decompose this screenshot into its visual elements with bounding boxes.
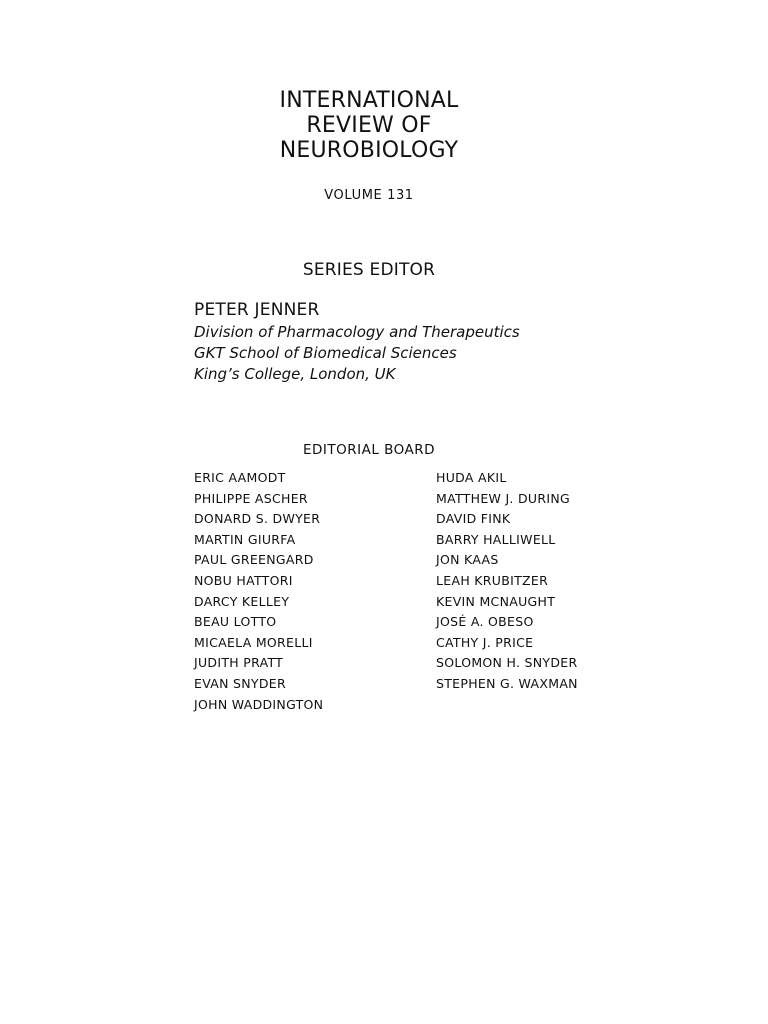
series-editor-heading: SERIES EDITOR bbox=[302, 260, 436, 280]
affiliation-line-3: King’s College, London, UK bbox=[194, 365, 396, 383]
board-member: NOBU HATTORI bbox=[194, 572, 293, 588]
editorial-board-left-column bbox=[194, 468, 454, 715]
board-member: STEPHEN G. WAXMAN bbox=[436, 675, 578, 691]
book-title bbox=[0, 88, 738, 163]
board-member: MARTIN GIURFA bbox=[194, 531, 296, 547]
series-editor-name: PETER JENNER bbox=[194, 300, 320, 320]
board-member: JOHN WADDINGTON bbox=[194, 696, 324, 712]
board-member: BARRY HALLIWELL bbox=[436, 531, 556, 547]
board-member: ERIC AAMODT bbox=[194, 470, 286, 485]
title-line-3: NEUROBIOLOGY bbox=[279, 138, 459, 163]
board-member: CATHY J. PRICE bbox=[436, 634, 534, 650]
board-member: KEVIN MCNAUGHT bbox=[436, 593, 556, 609]
board-member: HUDA AKIL bbox=[436, 470, 507, 485]
board-member: JOSÉ A. OBESO bbox=[436, 614, 534, 630]
board-member: JON KAAS bbox=[436, 552, 499, 568]
board-member: DAVID FINK bbox=[436, 511, 511, 527]
board-member: SOLOMON H. SNYDER bbox=[436, 655, 578, 671]
title-line-2: REVIEW OF bbox=[306, 113, 432, 138]
board-member: PHILIPPE ASCHER bbox=[194, 490, 308, 506]
board-member: MATTHEW J. DURING bbox=[436, 490, 570, 506]
board-member: PAUL GREENGARD bbox=[194, 552, 314, 568]
board-member: BEAU LOTTO bbox=[194, 614, 277, 630]
board-member: DARCY KELLEY bbox=[194, 593, 290, 609]
affiliation-line-2: GKT School of Biomedical Sciences bbox=[194, 344, 457, 362]
board-member: DONARD S. DWYER bbox=[194, 511, 321, 527]
affiliation-line-1: Division of Pharmacology and Therapeutics bbox=[194, 323, 520, 341]
board-member: MICAELA MORELLI bbox=[194, 634, 313, 650]
title-line-1: INTERNATIONAL bbox=[279, 88, 459, 113]
editorial-board-heading: EDITORIAL BOARD bbox=[302, 442, 436, 458]
board-member: LEAH KRUBITZER bbox=[436, 572, 549, 588]
editorial-board-right-column bbox=[436, 468, 696, 695]
series-editor-block bbox=[194, 298, 714, 385]
board-member: JUDITH PRATT bbox=[194, 655, 284, 671]
volume-number: VOLUME 131 bbox=[324, 188, 414, 203]
board-member: EVAN SNYDER bbox=[194, 675, 286, 691]
